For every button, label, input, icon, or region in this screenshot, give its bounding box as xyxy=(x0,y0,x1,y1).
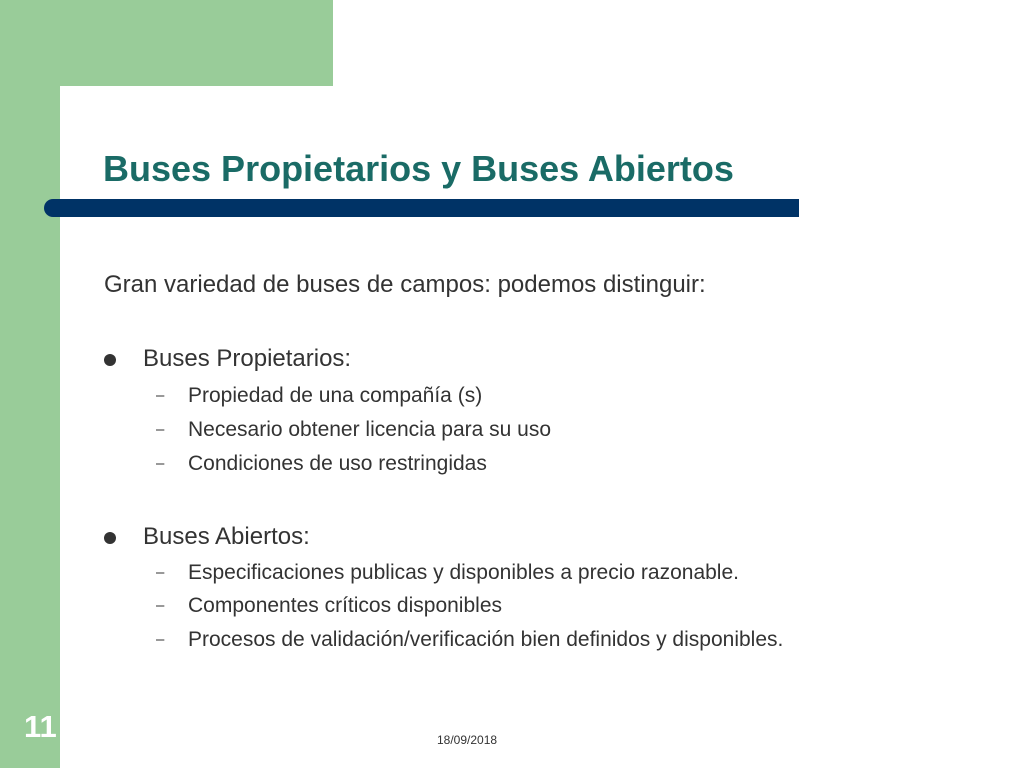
green-side-band xyxy=(0,0,60,768)
bullet-dot-icon xyxy=(104,532,116,544)
dash-icon: – xyxy=(156,421,165,438)
bullet-label: Buses Abiertos: xyxy=(143,523,310,550)
dash-icon: – xyxy=(156,564,165,581)
sub-item-text: Necesario obtener licencia para su uso xyxy=(188,418,552,441)
dash-icon: – xyxy=(156,597,165,614)
dash-icon: – xyxy=(156,455,165,472)
slide-title: Buses Propietarios y Buses Abiertos xyxy=(103,148,734,189)
dash-icon: – xyxy=(156,387,165,404)
intro-text: Gran variedad de buses de campos: podemos distinguir: xyxy=(104,271,706,298)
sub-item-text: Condiciones de uso restringidas xyxy=(188,452,487,475)
green-top-band xyxy=(0,0,333,86)
sub-item-text: Procesos de validación/verificación bien definidos y disponibles. xyxy=(188,628,784,651)
title-underline-bar xyxy=(44,199,799,217)
bullet-label: Buses Propietarios: xyxy=(143,345,352,372)
page-number: 11 xyxy=(24,709,57,744)
footer-date: 18/09/2018 xyxy=(437,733,498,747)
dash-icon: – xyxy=(156,631,165,648)
bullet-dot-icon xyxy=(104,354,116,366)
sub-item-text: Especificaciones publicas y disponibles a precio razonable. xyxy=(188,561,739,584)
sub-item-text: Componentes críticos disponibles xyxy=(188,594,502,617)
sub-item-text: Propiedad de una compañía (s) xyxy=(188,384,483,407)
